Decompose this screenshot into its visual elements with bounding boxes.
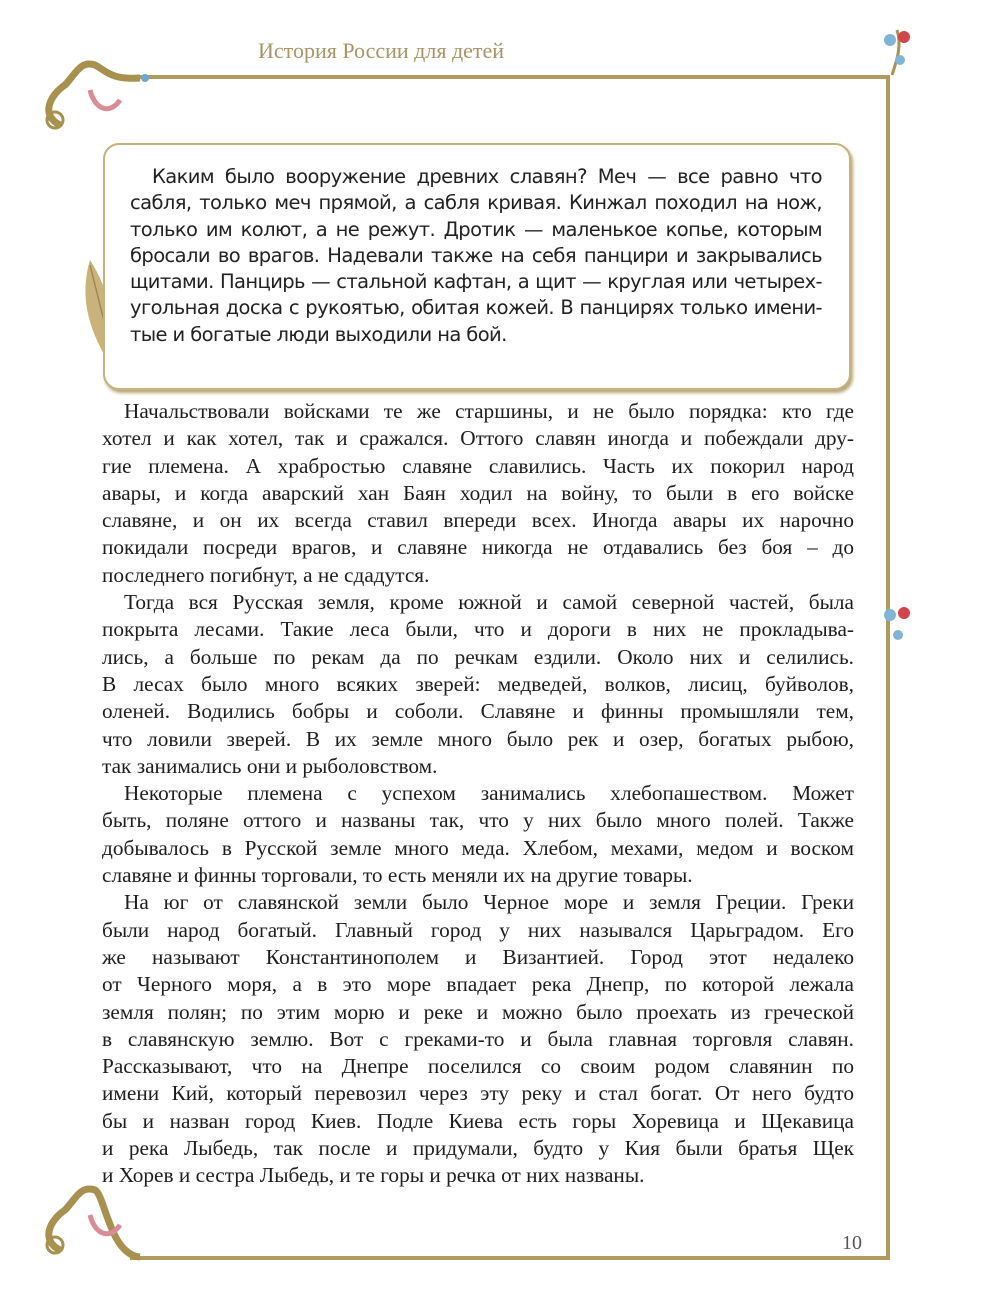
- text-line: последнего погибнут, а не сдадутся.: [102, 562, 430, 587]
- right-border-line: [886, 78, 890, 1260]
- bottom-border-line: [130, 1256, 890, 1260]
- text-line: тые и богатые люди выходили на бой.: [130, 322, 507, 346]
- text-line: Тогда вся Русская земля, кроме южной и самой северной частей, была: [124, 590, 854, 615]
- text-line: и Хорев и сестра Лыбедь, и те горы и речка от них названы.: [102, 1163, 645, 1188]
- text-line: хотел и как хотел, так и сражался. Оттого славян иногда и побеждали дру-: [102, 426, 854, 451]
- text-line: Каким было вооружение древних славян? Меч — все равно что: [152, 165, 822, 188]
- text-line: земля полян; по этим морю и реке и можно было проехать из греческой: [102, 999, 854, 1024]
- text-line: были народ богатый. Главный город у них назывался Царьградом. Его: [102, 917, 854, 942]
- page-number: 10: [842, 1232, 862, 1254]
- text-line: славяне, и он их всегда ставил впереди всех. Иногда авары их нарочно: [102, 508, 854, 533]
- text-line: оленей. Водились бобры и соболи. Славяне и финны промышляли тем,: [102, 699, 854, 724]
- text-line: угольная доска с рукоятью, обитая кожей. В панцирях только имени-: [130, 296, 822, 320]
- text-line: гие племена. А храбростью славяне славились. Часть их покорил народ: [102, 453, 854, 478]
- text-line: славяне и финны торговали, то есть меняли их на другие товары.: [102, 863, 693, 888]
- body-text: [102, 398, 854, 1190]
- paragraph: [102, 398, 854, 589]
- text-line: покрыта лесами. Такие леса были, что и дороги в них не прокладыва-: [102, 617, 854, 642]
- text-line: добывалось в Русской земле много меда. Хлебом, мехами, медом и воском: [102, 835, 854, 860]
- paragraph: [102, 780, 854, 889]
- flower-ornament-icon: [872, 595, 922, 655]
- text-line: что ловили зверей. В их земле много было рек и озер, богатых рыбою,: [102, 726, 854, 751]
- text-line: покидали посреди врагов, и славяне никогда не отдавались без боя – до: [102, 535, 854, 560]
- text-line: быть, поляне оттого и названы так, что у них было много полей. Также: [102, 808, 854, 833]
- flower-ornament-icon: [872, 25, 922, 85]
- text-line: На юг от славянской земли было Черное море и земля Греции. Греки: [124, 890, 854, 915]
- text-line: Рассказывают, что на Днепре поселился со своим родом славянин по: [102, 1054, 854, 1079]
- text-line: лись, а больше по рекам да по речкам ездили. Около них и селились.: [102, 644, 854, 669]
- text-line: сабля, только меч прямой, а сабля кривая. Кинжал походил на нож,: [130, 191, 822, 215]
- text-line: и река Лыбедь, так после и придумали, будто у Кия были братья Щек: [102, 1136, 854, 1161]
- text-line: авары, и когда аварский хан Баян ходил на войну, то были в его войске: [102, 480, 854, 505]
- text-line: В лесах было много всяких зверей: медведей, волков, лисиц, буйволов,: [102, 671, 854, 696]
- paragraph: [102, 589, 854, 780]
- text-line: бросали во врагов. Надевали также на себя панцири и закрывались: [130, 243, 822, 267]
- text-line: Начальствовали войсками те же старшины, и не было порядка: кто где: [124, 399, 854, 423]
- corner-ornament-icon: [20, 45, 150, 135]
- text-line: в славянскую землю. Вот с греками-то и была главная торговля славян.: [102, 1026, 854, 1051]
- paragraph: [102, 889, 854, 1189]
- text-line: же называют Константинополем и Византией. Город этот недалеко: [102, 944, 854, 969]
- text-line: щитами. Панцирь — стальной кафтан, а щит — круглая или четырех-: [130, 270, 822, 294]
- text-line: так занимались они и рыболовством.: [102, 753, 438, 778]
- text-line: только им колют, а не режут. Дротик — маленькое копье, которым: [130, 217, 822, 241]
- text-line: имени Кий, который перевозил через эту реку и стал богат. От него будто: [102, 1081, 854, 1106]
- text-line: от Черного моря, а в это море впадает река Днепр, по которой лежала: [102, 972, 854, 997]
- text-line: бы и назван город Киев. Подле Киева есть горы Хоревица и Щекавица: [102, 1108, 854, 1133]
- text-line: Некоторые племена с успехом занимались хлебопашеством. Может: [124, 781, 854, 806]
- running-title: История России для детей: [258, 38, 505, 63]
- info-box-text: [130, 164, 822, 348]
- top-border-line: [130, 75, 890, 79]
